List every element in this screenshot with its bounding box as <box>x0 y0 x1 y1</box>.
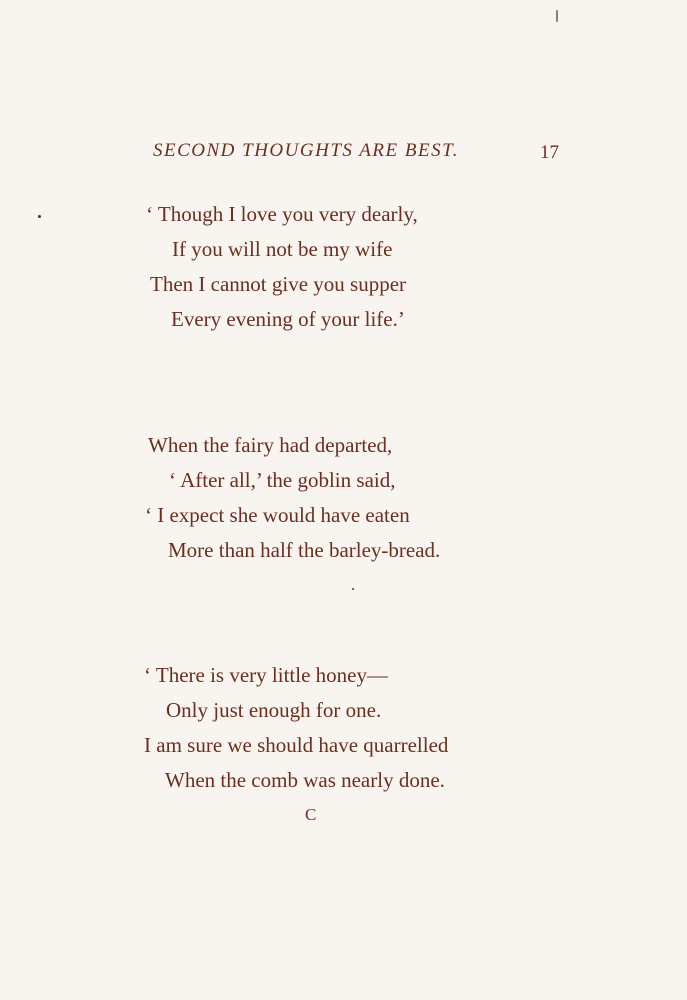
poem-line: ‘ There is very little honey— <box>144 663 388 687</box>
paper-speck <box>38 215 41 218</box>
poem-line: ‘ I expect she would have eaten <box>145 503 410 527</box>
signature-mark: C <box>305 805 317 824</box>
poem-line: Every evening of your life.’ <box>171 307 405 331</box>
paper-speck <box>352 588 354 590</box>
poem-line: When the comb was nearly done. <box>165 768 445 792</box>
poem-line: I am sure we should have quarrelled <box>144 733 449 757</box>
poem-line: If you will not be my wife <box>172 237 393 261</box>
page-number: 17 <box>540 142 559 163</box>
poem-line: Then I cannot give you supper <box>150 272 407 296</box>
poem-line: More than half the barley-bread. <box>168 538 441 562</box>
poem-line: Only just enough for one. <box>166 698 382 722</box>
poem-line: ‘ After all,’ the goblin said, <box>169 468 396 492</box>
poem-line: ‘ Though I love you very dearly, <box>146 202 418 226</box>
paper-mark <box>556 10 558 22</box>
poem-line: When the fairy had departed, <box>148 433 393 457</box>
running-head-title: SECOND THOUGHTS ARE BEST. <box>153 140 459 161</box>
